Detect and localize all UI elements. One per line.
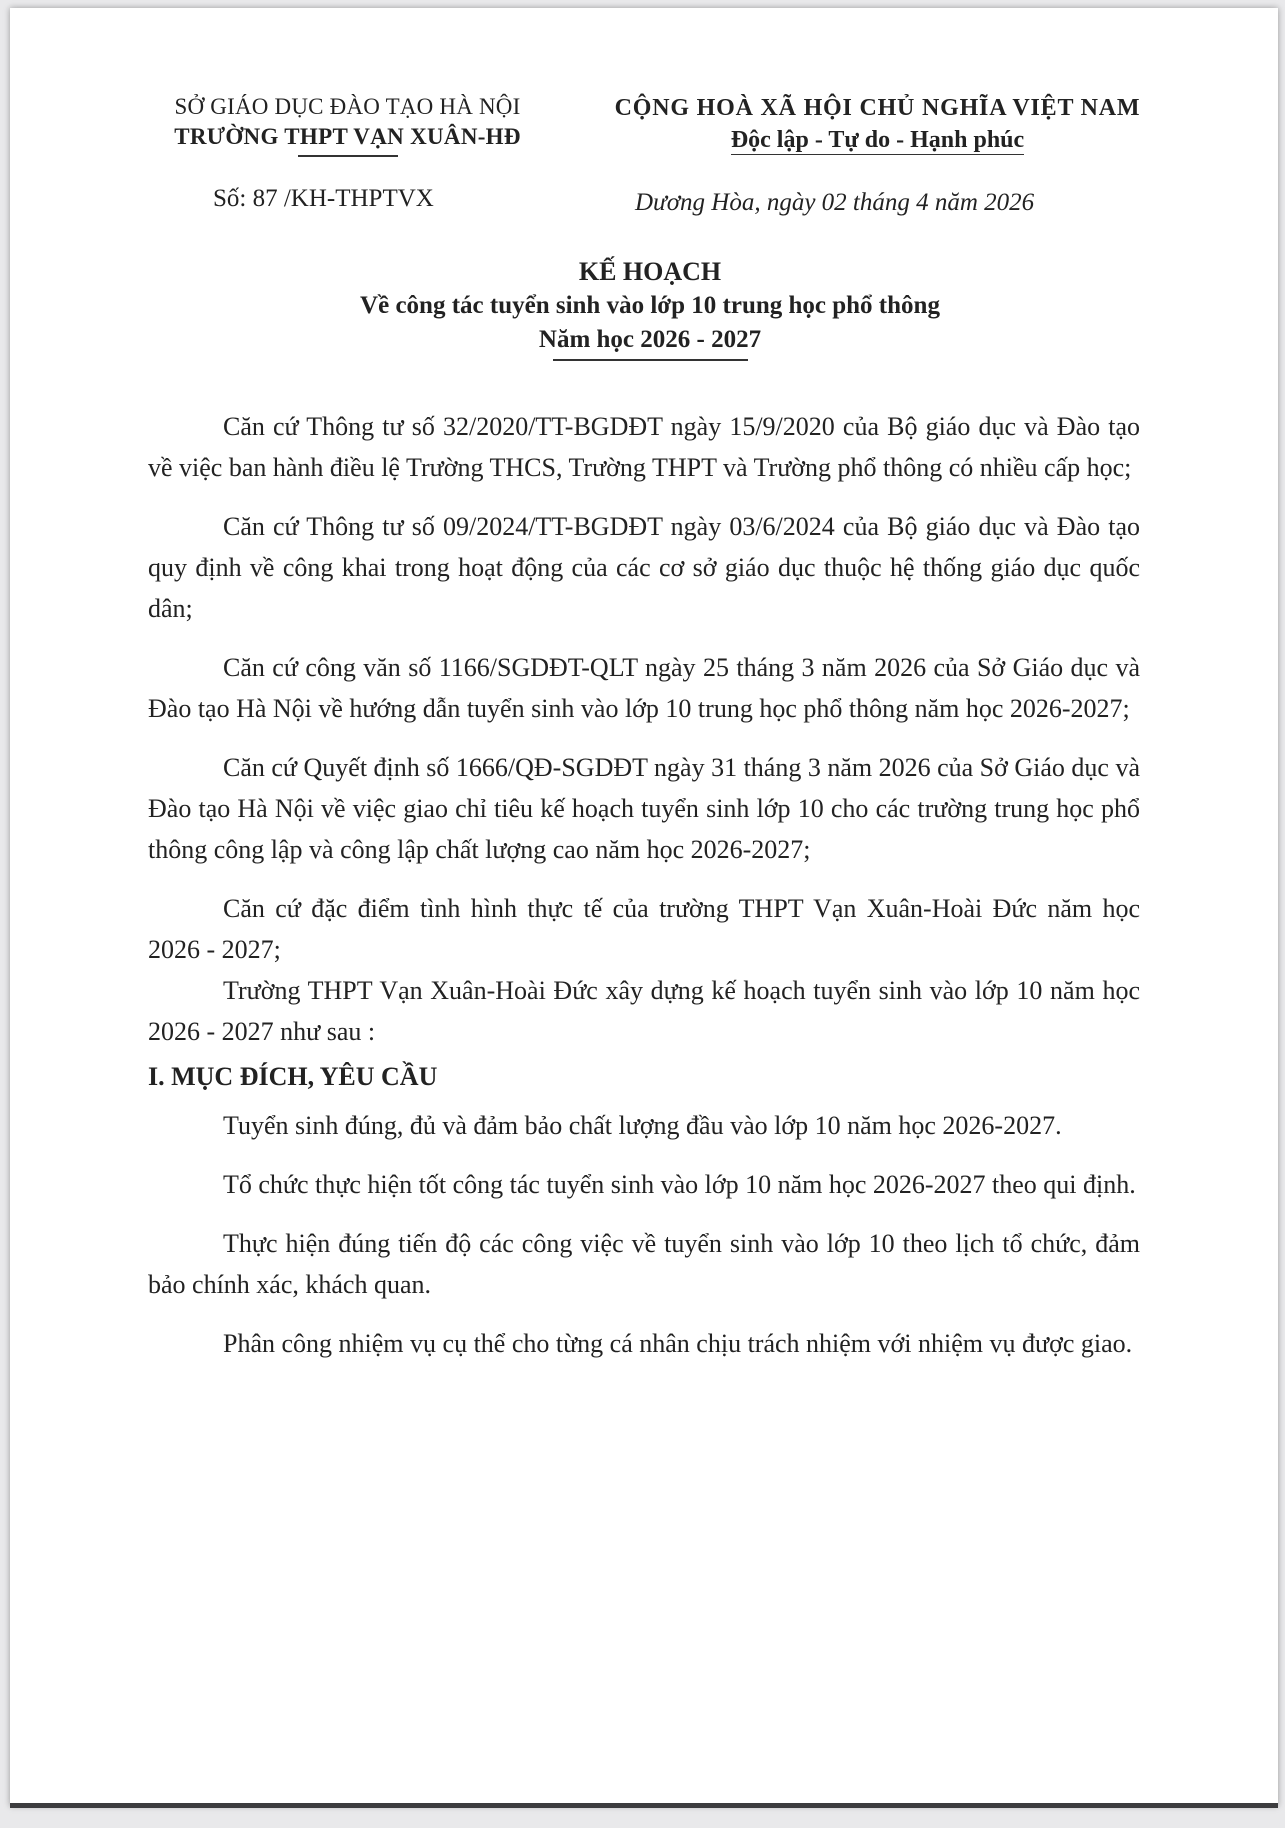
page-bottom-border — [10, 1803, 1278, 1808]
section-heading: I. MỤC ĐÍCH, YÊU CẦU — [148, 1062, 438, 1091]
school-name: TRƯỜNG THPT VẠN XUÂN-HĐ — [174, 124, 521, 149]
issuer-underline — [298, 155, 398, 157]
legal-basis-paragraph: Căn cứ Quyết định số 1666/QĐ-SGDĐT ngày 31 tháng 3 năm 2026 của Sở Giáo dục và Đào tạo Hà Nội về việc giao chỉ tiêu kế hoạch tuyển sinh lớp 10 cho các trường trung học phổ thông công lập và công lập chất lượng cao năm học 2026-2027; — [148, 753, 1141, 864]
document-page — [10, 8, 1278, 1806]
intro-paragraph: Trường THPT Vạn Xuân-Hoài Đức xây dựng kế hoạch tuyển sinh vào lớp 10 năm học 2026 - 2027 như sau : — [148, 976, 1140, 1046]
document-body — [148, 406, 1140, 1364]
legal-basis-paragraph: Căn cứ đặc điểm tình hình thực tế của trường THPT Vạn Xuân-Hoài Đức năm học 2026 - 2027; — [148, 894, 1140, 964]
national-header — [595, 92, 1160, 156]
national-motto: Độc lập - Tự do - Hạnh phúc — [730, 127, 1025, 153]
legal-basis-paragraph: Căn cứ Thông tư số 32/2020/TT-BGDĐT ngày 15/9/2020 của Bộ giáo dục và Đào tạo về việc ban hành điều lệ Trường THCS, Trường THPT và Trường phổ thông có nhiều cấp học; — [148, 412, 1140, 482]
objective-paragraph: Tổ chức thực hiện tốt công tác tuyển sinh vào lớp 10 năm học 2026-2027 theo qui định. — [223, 1170, 1136, 1199]
document-title — [210, 256, 1090, 361]
document-number: Số: 87 /KH-THPTVX — [213, 185, 434, 212]
legal-basis-paragraph: Căn cứ công văn số 1166/SGDĐT-QLT ngày 25 tháng 3 năm 2026 của Sở Giáo dục và Đào tạo Hà Nội về hướng dẫn tuyển sinh vào lớp 10 trung học phổ thông năm học 2026-2027; — [148, 653, 1140, 723]
place-date: Dương Hòa, ngày 02 tháng 4 năm 2026 — [635, 189, 1035, 216]
title-underline — [553, 359, 748, 361]
title-main: KẾ HOẠCH — [578, 257, 722, 286]
agency-name: SỞ GIÁO DỤC ĐÀO TẠO HÀ NỘI — [174, 94, 521, 119]
objective-paragraph: Tuyển sinh đúng, đủ và đảm bảo chất lượng đầu vào lớp 10 năm học 2026-2027. — [223, 1111, 1062, 1140]
legal-basis-paragraph: Căn cứ Thông tư số 09/2024/TT-BGDĐT ngày 03/6/2024 của Bộ giáo dục và Đào tạo quy định về công khai trong hoạt động của các cơ sở giáo dục thuộc hệ thống giáo dục quốc dân; — [148, 512, 1140, 623]
title-year: Năm học 2026 - 2027 — [538, 326, 762, 353]
objective-paragraph: Thực hiện đúng tiến độ các công việc về tuyển sinh vào lớp 10 theo lịch tổ chức, đảm bảo chính xác, khách quan. — [148, 1229, 1140, 1299]
nation-name: CỘNG HOÀ XÃ HỘI CHỦ NGHĨA VIỆT NAM — [614, 95, 1141, 121]
issuer-header — [160, 92, 535, 157]
objective-paragraph: Phân công nhiệm vụ cụ thể cho từng cá nhân chịu trách nhiệm với nhiệm vụ được giao. — [223, 1329, 1133, 1358]
title-subject: Về công tác tuyển sinh vào lớp 10 trung học phổ thông — [360, 292, 940, 319]
